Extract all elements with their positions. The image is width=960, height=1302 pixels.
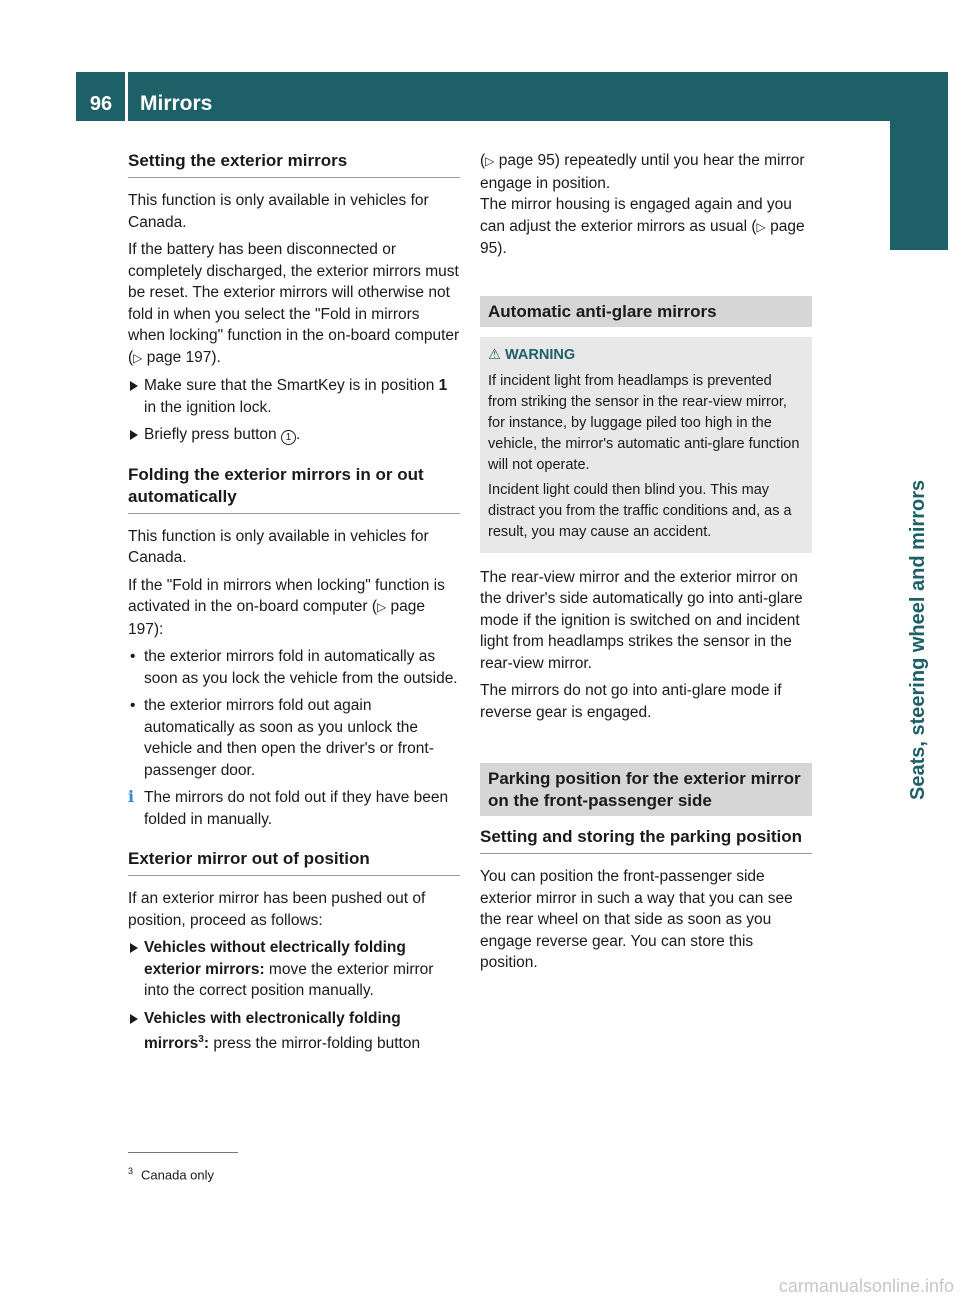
page-ref-arrow-icon: ▷ [377, 600, 387, 614]
section-banner-anti-glare: Automatic anti-glare mirrors [480, 296, 812, 327]
header-divider [125, 72, 128, 121]
footnote: $^3$ Canada only [128, 1166, 215, 1183]
paragraph: You can position the front-passenger side exterior mirror in such a way that you can see the rear wheel on that side as soon as you engage reverse gear. You can store this position. [480, 868, 793, 971]
paragraph: This function is only available in vehicles for Canada. [128, 527, 429, 566]
page-ref-arrow-icon: ▷ [756, 219, 766, 234]
page-ref-arrow-icon: ▷ [485, 154, 495, 168]
heading-mirror-out-of-position: Exterior mirror out of position [128, 848, 460, 876]
info-note: i The mirrors do not fold out if they have been folded in manually. [128, 787, 449, 828]
page-number: 96 [89, 93, 113, 115]
warning-title: ⚠ WARNING [488, 346, 576, 363]
warning-box [480, 337, 812, 553]
page-title: Mirrors [140, 92, 213, 115]
page-ref: page 197). [146, 348, 221, 366]
heading-folding-mirrors: Folding the exterior mirrors in or out automatically [128, 464, 460, 514]
page-ref: page 197): [128, 598, 426, 638]
step-item: Briefly press button 1 . [128, 424, 460, 446]
info-icon: i [128, 787, 135, 806]
heading-parking-position: Setting and storing the parking position [480, 826, 812, 854]
bullet-item: • the exterior mirrors fold out again automatically as soon as you unlock the vehicle and then open the driver's or front-passenger door. [128, 695, 460, 781]
warning-text: Incident light could then blind you. This may distract you from the traffic conditions and, as a result, you may cause an accident. [488, 481, 792, 540]
paragraph: (▷ page 95) repeatedly until you hear the mirror engage in position. The mirror housing is engaged again and you can adjust the exterior mirrors as usual (▷ page 95). [480, 152, 805, 257]
side-tab [890, 72, 948, 250]
section-banner-parking: Parking position for the exterior mirror on the front-passenger side [480, 763, 812, 816]
page-ref-arrow-icon: ▷ [133, 350, 143, 365]
step-item: Make sure that the SmartKey is in position 1 in the ignition lock. [128, 375, 460, 418]
paragraph: If an exterior mirror has been pushed out of position, proceed as follows: [128, 890, 426, 929]
paragraph: The mirrors do not go into anti-glare mode if reverse gear is engaged. [480, 682, 782, 721]
heading-setting-mirrors: Setting the exterior mirrors [128, 150, 460, 178]
button-1-icon: 1 [281, 430, 296, 445]
paragraph: The rear-view mirror and the exterior mirror on the driver's side automatically go into anti-glare mode if the ignition is switched on and incident light from headlamps strikes the sensor in the rear-view mirror. [480, 568, 803, 672]
side-tab-label-wrap [890, 260, 948, 860]
warning-text: If incident light from headlamps is prevented from striking the sensor in the rear-view mirror, for instance, by luggage piled too high in the vehicle, the mirror's automatic anti-glare function will not operate. [488, 372, 800, 473]
warning-triangle-icon: ⚠ [488, 346, 501, 363]
paragraph: This function is only available in vehicles for Canada. [128, 192, 429, 231]
footnote-rule [128, 1152, 238, 1153]
bullet-item: • the exterior mirrors fold in automatically as soon as you lock the vehicle from the outside. [128, 646, 460, 689]
right-column [480, 150, 812, 980]
side-tab-label: Seats, steering wheel and mirrors [907, 479, 929, 800]
paragraph: If the battery has been disconnected or completely discharged, the exterior mirrors must be reset. The exterior mirrors will otherwise not fold in when you select the "Fold in mirrors when locking" function in the on-board computer (▷ page 197). [128, 241, 460, 366]
left-column [128, 150, 460, 1061]
paragraph: If the "Fold in mirrors when locking" function is activated in the on-board computer (▷ page 197): [128, 576, 445, 638]
step-item: Vehicles with electronically folding mirrors$^3$: press the mirror-folding button [128, 1008, 460, 1055]
step-item: Vehicles without electrically folding exterior mirrors: move the exterior mirror into the correct position manually. [128, 937, 460, 1002]
watermark: carmanualsonline.info [778, 1276, 954, 1296]
